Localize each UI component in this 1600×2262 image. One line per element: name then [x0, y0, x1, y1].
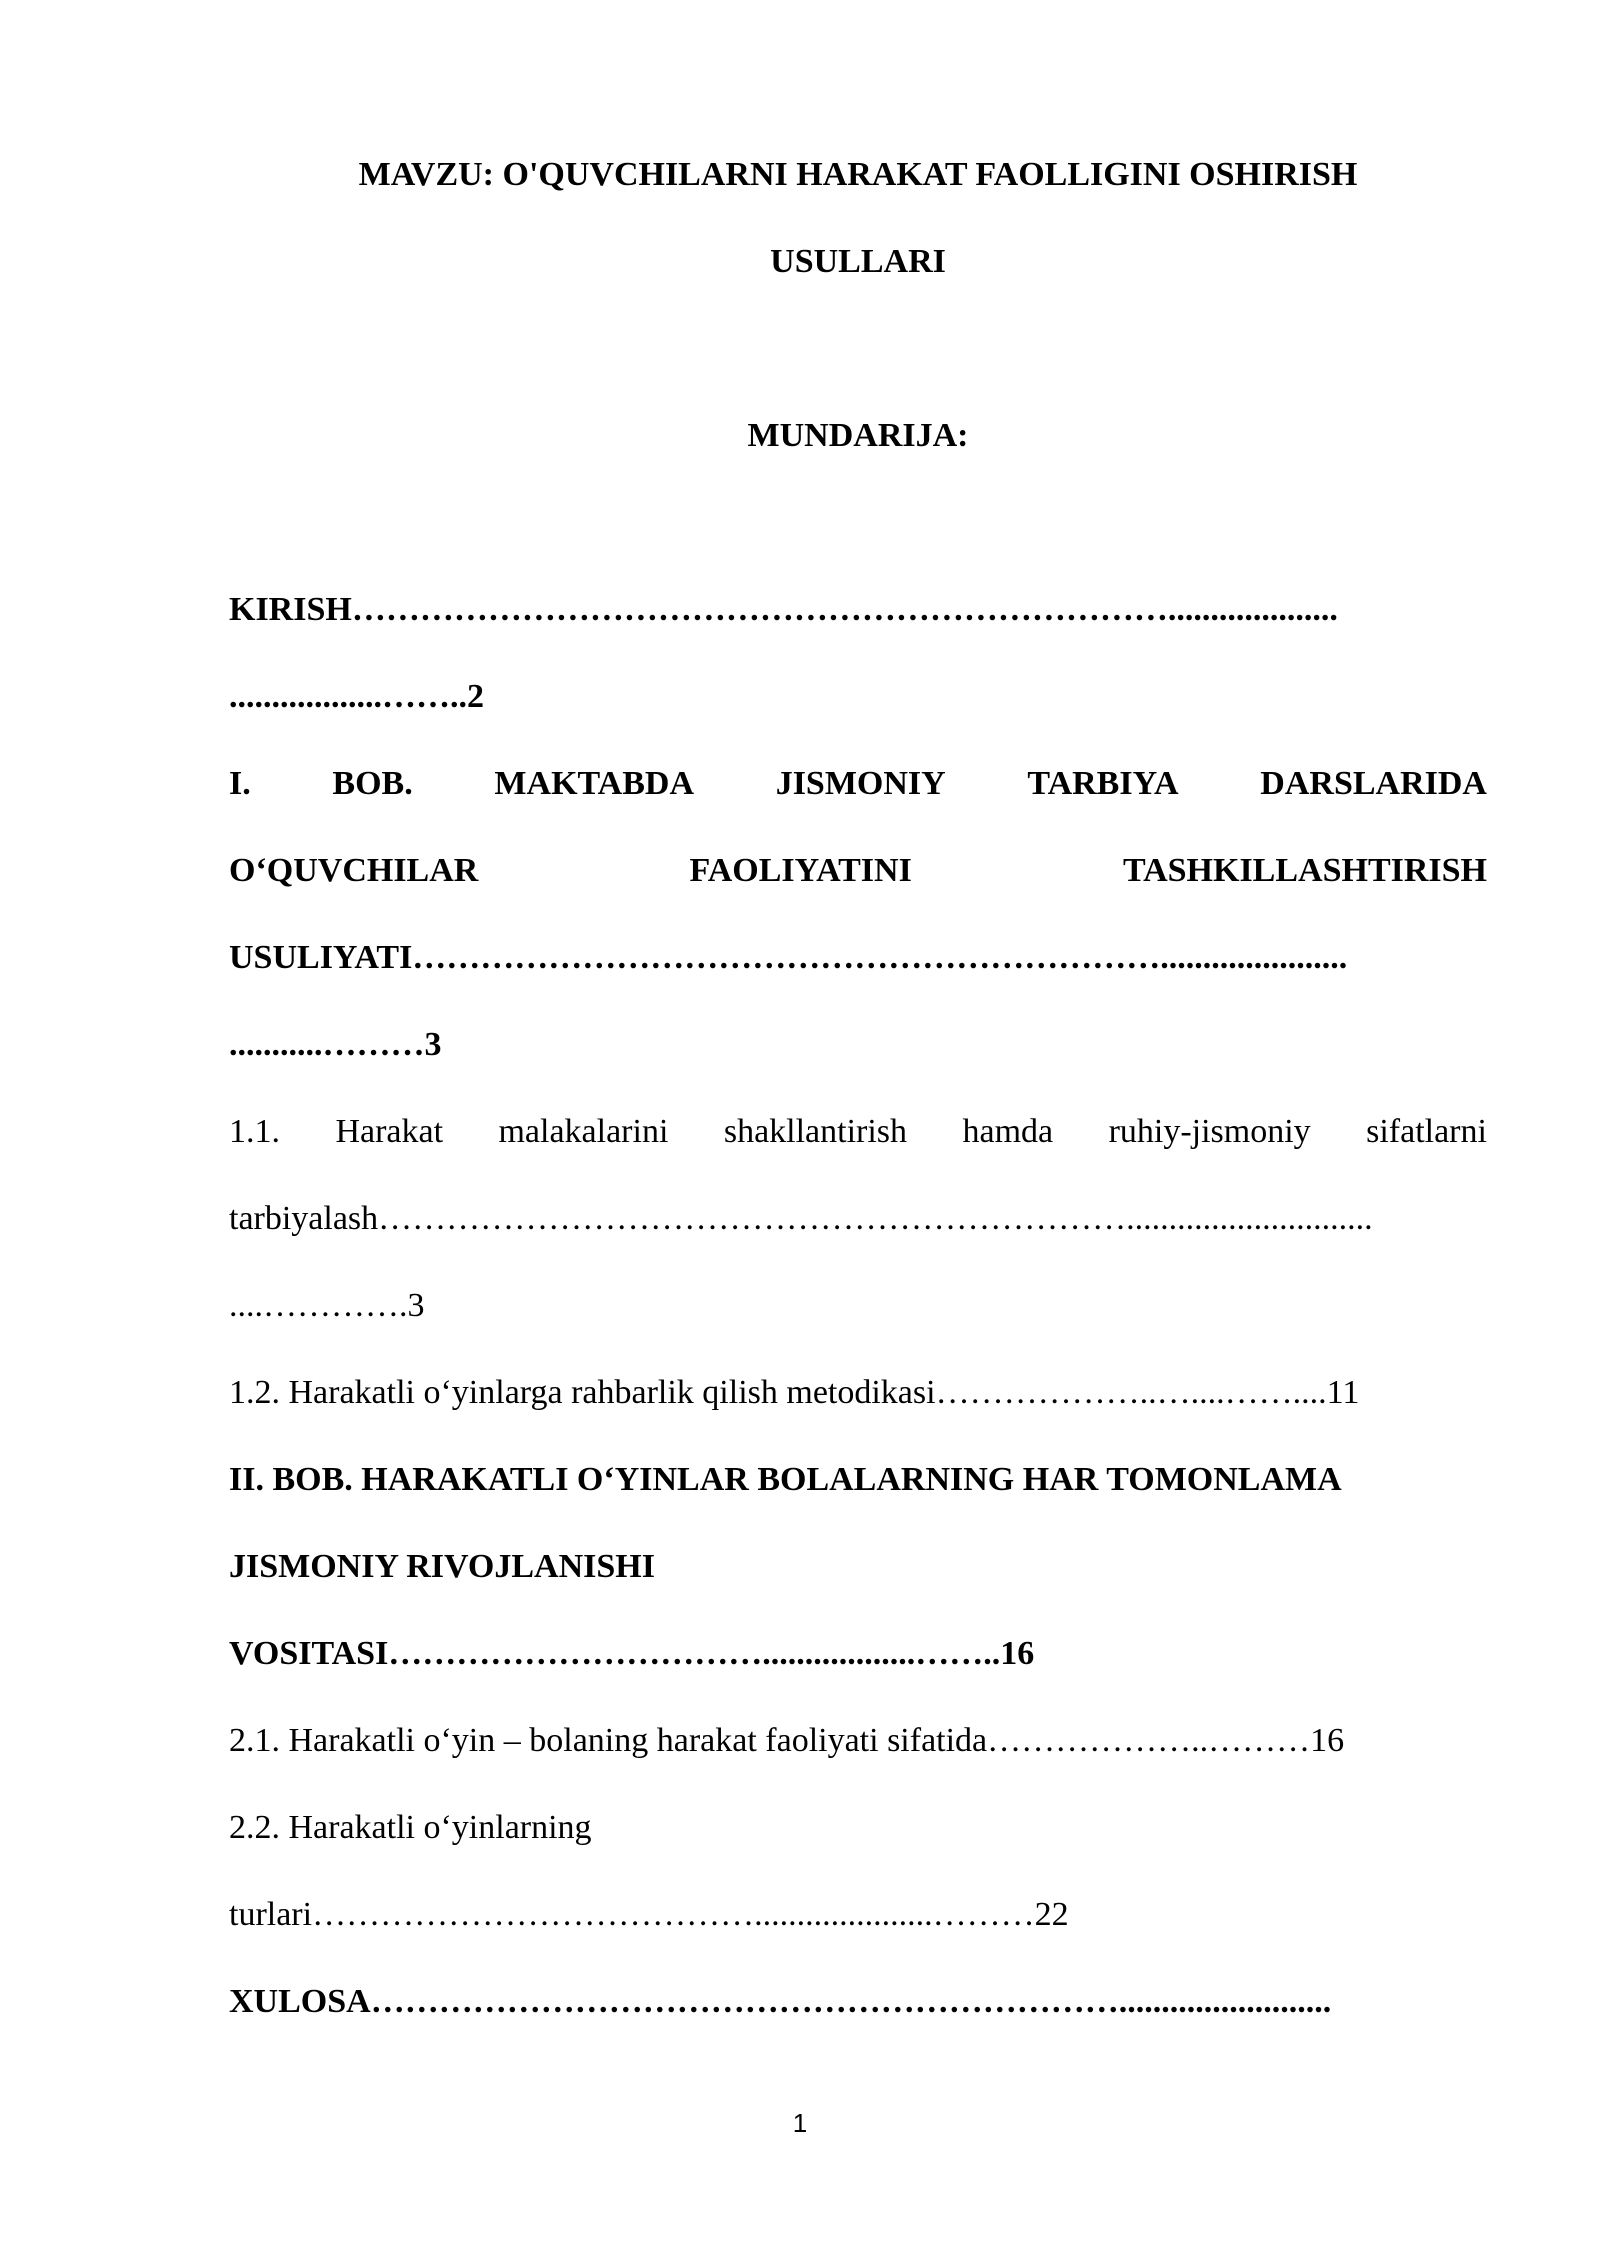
toc-word: TARBIYA [1027, 765, 1179, 802]
toc-kirish-line-1: KIRISH……………………………………………………………….................... [229, 591, 1338, 628]
toc-bob2-line-1: II. BOB. HARAKATLI O‘YINLAR BOLALARNING HAR TOMONLAMA [229, 1461, 1342, 1498]
toc-section-1-1-line-3: ....………….3 [229, 1287, 425, 1324]
toc-section-2-2-line-2: turlari………………………………….....................………22 [229, 1896, 1069, 1933]
toc-word: Harakat [335, 1113, 444, 1150]
title-line-1: MAVZU: O'QUVCHILARNI HARAKAT FAOLLIGINI OSHIRISH [358, 156, 1358, 193]
toc-word: 1.1. [229, 1113, 280, 1150]
toc-section-2-1: 2.1. Harakatli o‘yin – bolaning harakat faoliyati sifatida………………..………16 [229, 1722, 1345, 1759]
toc-word: BOB. [332, 765, 413, 802]
toc-word: malakalarini [498, 1113, 669, 1150]
title-line-2: USULLARI [770, 243, 946, 280]
toc-bob2-line-3: VOSITASI……………………………..................……..16 [229, 1635, 1035, 1672]
toc-word: sifatlarni [1366, 1113, 1487, 1150]
toc-bob1-line-2 [229, 851, 1487, 891]
toc-word: JISMONIY [775, 765, 946, 802]
toc-word: TASHKILLASHTIRISH [1122, 852, 1487, 889]
toc-word: shakllantirish [723, 1113, 908, 1150]
toc-bob2-line-2: JISMONIY RIVOJLANISHI [229, 1548, 655, 1585]
page-number: 1 [792, 2108, 808, 2138]
toc-heading: MUNDARIJA: [747, 417, 969, 454]
toc-bob1-line-4: ...........………3 [229, 1026, 442, 1063]
toc-section-1-1-line-2: tarbiyalash…………………………………………………………............................. [229, 1200, 1373, 1237]
toc-word: ruhiy-jismoniy [1108, 1113, 1311, 1150]
toc-word: FAOLIYATINI [689, 852, 912, 889]
toc-bob1-line-3: USULIYATI…………………………………………………………...................... [229, 939, 1348, 976]
toc-word: O‘QUVCHILAR [229, 852, 479, 889]
toc-word: DARSLARIDA [1260, 765, 1487, 802]
toc-word: MAKTABDA [494, 765, 695, 802]
toc-xulosa: XULOSA…………………………………………………………......................... [229, 1983, 1332, 2020]
toc-bob1-line-1 [229, 764, 1487, 804]
toc-section-1-1-line-1 [229, 1112, 1487, 1152]
toc-section-2-2-line-1: 2.2. Harakatli o‘yinlarning [229, 1809, 592, 1846]
toc-word: hamda [962, 1113, 1054, 1150]
toc-section-1-2: 1.2. Harakatli o‘yinlarga rahbarlik qilish metodikasi………………..…....……....11 [229, 1374, 1360, 1411]
toc-kirish-line-2: ..................……..2 [229, 678, 484, 715]
toc-word: I. [229, 765, 251, 802]
